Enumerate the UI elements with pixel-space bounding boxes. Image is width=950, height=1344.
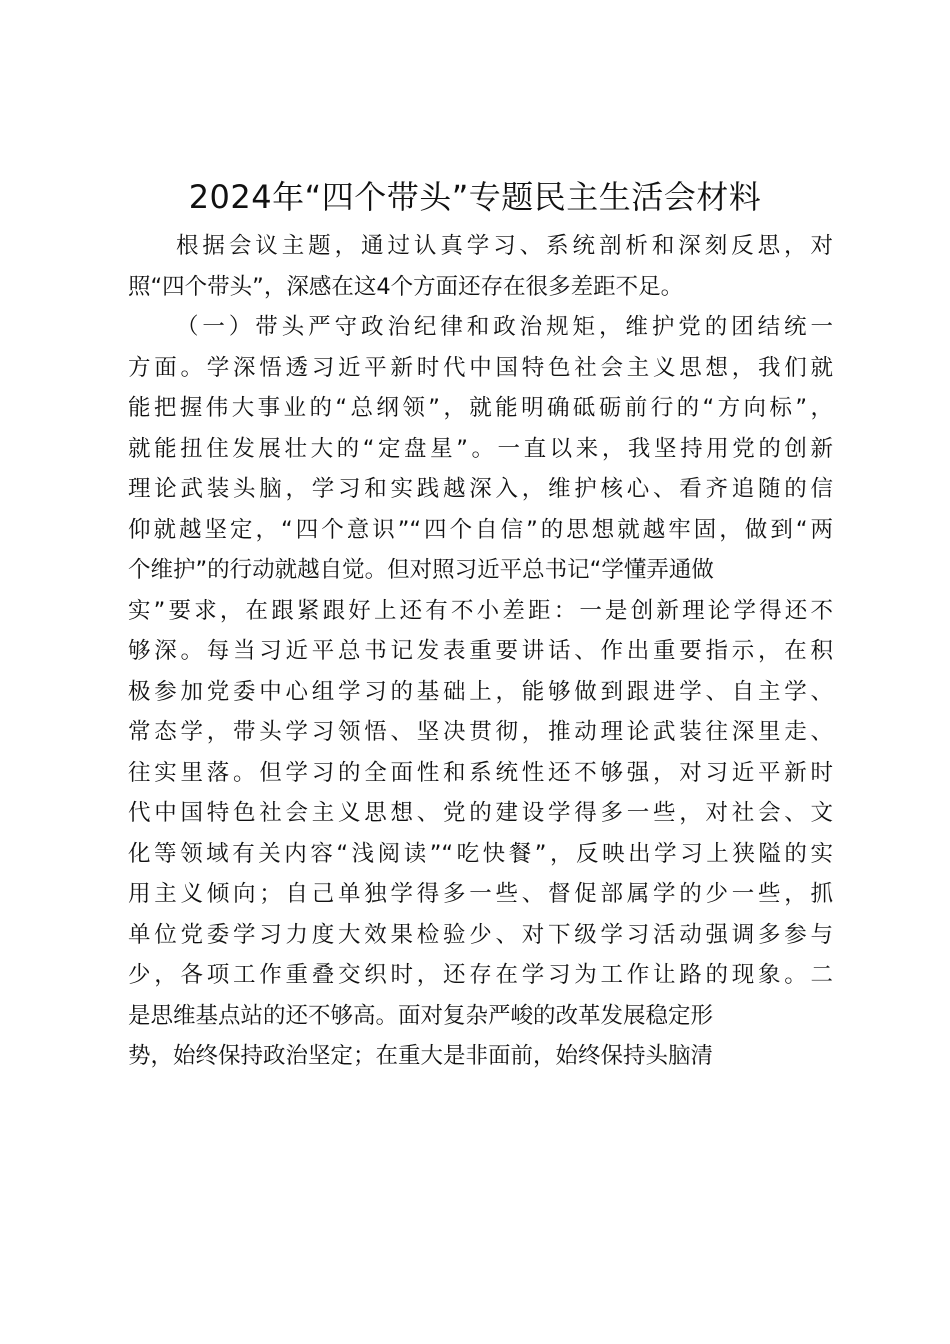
paragraph-2-line-14: 化等领域有关内容“浅阅读”“吃快餐”，反映出学习上狭隘的实: [128, 840, 833, 867]
paragraph-2-line-16: 单位党委学习力度大效果检验少、对下级学习活动强调多参与: [128, 921, 833, 948]
document-body: [128, 226, 833, 1077]
paragraph-2-line-18: 是思维基点站的还不够高。面对复杂严峻的改革发展稳定形: [128, 1002, 714, 1029]
paragraph-2-line-11: 常态学，带头学习领悟、坚决贯彻，推动理论武装往深里走、: [128, 719, 833, 745]
paragraph-2-line-2: 方面。学深悟透习近平新时代中国特色社会主义思想，我们就: [128, 354, 833, 381]
paragraph-1-line-1: 根据会议主题，通过认真学习、系统剖析和深刻反思，对: [176, 233, 833, 259]
paragraph-2-line-7: 个维护”的行动就越自觉。但对照习近平总书记“学懂弄通做: [128, 557, 714, 583]
paragraph-2-line-9: 够深。每当习近平总书记发表重要讲话、作出重要指示，在积: [128, 638, 833, 664]
paragraph-2-line-3: 能把握伟大事业的“总纲领”，就能明确砥砺前行的“方向标”，: [128, 395, 833, 421]
paragraph-2-line-15: 用主义倾向；自己单独学得多一些、督促部属学的少一些，抓: [128, 881, 833, 907]
document-title: 2024年“四个带头”专题民主生活会材料: [188, 178, 762, 216]
paragraph-2-line-8: 实”要求，在跟紧跟好上还有不小差距：一是创新理论学得还不: [128, 597, 833, 624]
paragraph-2-line-5: 理论武装头脑，学习和实践越深入，维护核心、看齐追随的信: [128, 476, 833, 502]
paragraph-2-line-1: （一）带头严守政治纪律和政治规矩，维护党的团结统一: [176, 314, 833, 340]
paragraph-2-line-10: 极参加党委中心组学习的基础上，能够做到跟进学、自主学、: [128, 678, 833, 705]
paragraph-2-line-13: 代中国特色社会主义思想、党的建设学得多一些，对社会、文: [128, 800, 833, 826]
paragraph-2-line-6: 仰就越坚定，“四个意识”“四个自信”的思想就越牢固，做到“两: [128, 516, 833, 543]
paragraph-2-line-17: 少，各项工作重叠交织时，还存在学习为工作让路的现象。二: [128, 962, 833, 988]
paragraph-2-line-12: 往实里落。但学习的全面性和系统性还不够强，对习近平新时: [128, 759, 833, 786]
paragraph-2-line-4: 就能扭住发展壮大的“定盘星”。一直以来，我坚持用党的创新: [128, 435, 833, 462]
paragraph-1-line-2: 照“四个带头”，深感在这4个方面还存在很多差距不足。: [128, 273, 684, 300]
paragraph-2-line-19: 势，始终保持政治坚定；在重大是非面前，始终保持头脑清: [128, 1043, 714, 1069]
